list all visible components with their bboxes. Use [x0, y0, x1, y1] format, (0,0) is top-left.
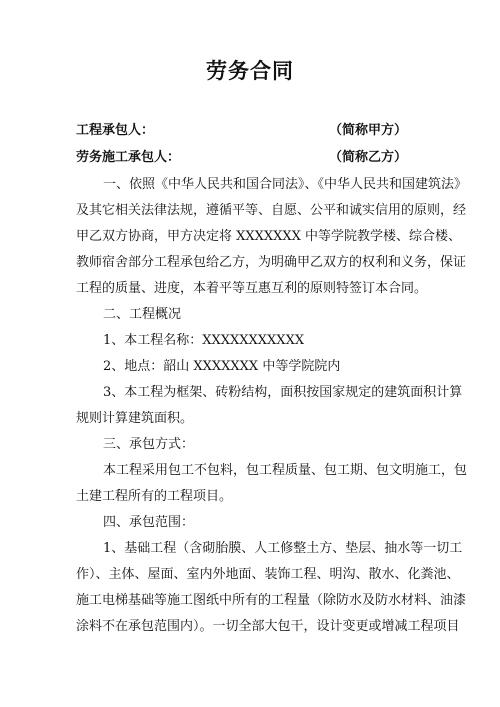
party-contractor-label: 工程承包人：	[76, 123, 155, 138]
clause-1-line-3: 甲乙双方协商，甲方决定将 XXXXXXX 中等学院教学楼、综合楼、	[76, 229, 462, 244]
contract-method-line-1: 本工程采用包工不包料，包工程质量、包工期、包文明施工，包	[103, 463, 468, 478]
contract-method-line-2: 土建工程所有的工程项目。	[76, 489, 233, 504]
scope-line-1: 1、基础工程（含砌胎膜、人工修整土方、垫层、抽水等一切工	[103, 541, 463, 556]
party-labor-contractor-label: 劳务施工承包人：	[76, 150, 181, 165]
document-title: 劳务合同	[206, 58, 294, 83]
party-contractor-abbr: （简称甲方）	[329, 123, 408, 138]
clause-1-line-2: 及其它相关法律法规，遵循平等、自愿、公平和诚实信用的原则，经	[76, 203, 467, 218]
scope-line-4: 涂料不在承包范围内）。一切全部大包干，设计变更或增减工程项目	[76, 619, 460, 634]
clause-1-line-4: 教师宿舍部分工程承包给乙方，为明确甲乙双方的权利和义务，保证	[76, 255, 467, 270]
project-structure-line-1: 3、本工程为框架、砖粉结构，面积按国家规定的建筑面积计算	[103, 385, 463, 400]
project-name-line: 1、本工程名称：XXXXXXXXXXX	[103, 333, 305, 348]
section-heading-project-overview: 二、工程概况	[103, 307, 182, 322]
section-heading-contract-method: 三、承包方式：	[103, 437, 195, 452]
scope-line-2: 作）、主体、屋面、室内外地面、装饰工程、明沟、散水、化粪池、	[76, 567, 460, 582]
party-labor-contractor	[76, 146, 426, 166]
project-structure-line-2: 规则计算建筑面积。	[76, 411, 194, 426]
clause-1-line-5: 工程的质量、进度，本着平等互惠互利的原则特签订本合同。	[76, 281, 428, 296]
party-labor-contractor-abbr: （简称乙方）	[329, 150, 408, 165]
project-location-line: 2、地点：韶山 XXXXXXX 中等学院院内	[103, 359, 341, 374]
party-contractor	[76, 119, 426, 139]
clause-1-line-1: 一、依照《中华人民共和国合同法》、《中华人民共和国建筑法》	[103, 177, 468, 192]
section-heading-contract-scope: 四、承包范围：	[103, 515, 195, 530]
scope-line-3: 施工电梯基础等施工图纸中所有的工程量（除防水及防水材料、油漆	[76, 593, 467, 608]
